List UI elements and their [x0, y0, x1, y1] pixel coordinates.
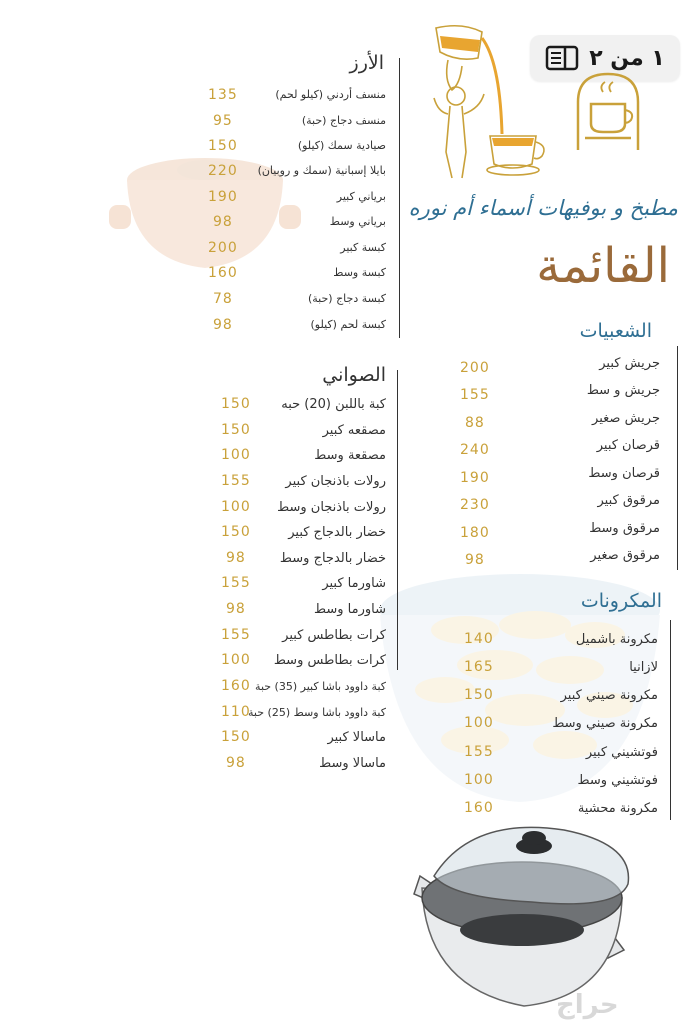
menu-item-price: 150: [221, 422, 251, 438]
menu-item-name: كبسة لحم (كيلو): [310, 318, 386, 331]
menu-item-price: 98: [226, 550, 246, 566]
menu-item-name: برياني وسط: [329, 215, 386, 228]
menu-item-price: 98: [226, 601, 246, 617]
coffee-cup-icon: [573, 70, 643, 152]
menu-item-name: مكرونة باشميل: [575, 632, 658, 647]
menu-item-price: 155: [221, 575, 251, 591]
menu-item-price: 190: [460, 470, 490, 486]
menu-item-price: 100: [221, 499, 251, 515]
menu-item-name: جريش صغير: [592, 411, 660, 426]
section-title-trays: الصواني: [322, 364, 386, 386]
menu-item-price: 135: [208, 87, 238, 103]
menu-item-name: رولات باذنجان وسط: [277, 500, 386, 515]
menu-item-name: شاورما وسط: [314, 602, 386, 617]
menu-item-name: كبة داوود باشا وسط (25) حبة: [248, 706, 386, 719]
menu-item-price: 155: [221, 473, 251, 489]
menu-item-price: 98: [465, 552, 485, 568]
menu-item-name: مصقعة وسط: [314, 448, 386, 463]
menu-item-price: 95: [213, 113, 233, 129]
menu-item-name: صيادية سمك (كيلو): [297, 139, 386, 152]
menu-item-name: ماسالا كبير: [327, 730, 386, 745]
menu-item-name: كرات بطاطس كبير: [282, 628, 386, 643]
menu-item-name: برياني كبير: [336, 190, 386, 203]
menu-item-name: لازانيا: [629, 660, 658, 675]
section-title-rice: الأرز: [349, 52, 384, 74]
menu-item-price: 98: [226, 755, 246, 771]
menu-item-price: 100: [464, 772, 494, 788]
menu-item-name: جريش و سط: [586, 383, 660, 398]
menu-item-name: مكرونة صيني وسط: [552, 716, 658, 731]
menu-item-name: ماسالا وسط: [319, 756, 386, 771]
menu-item-name: كبسة دجاج (حبة): [307, 292, 386, 305]
menu-item-price: 98: [213, 317, 233, 333]
menu-item-price: 200: [460, 360, 490, 376]
menu-item-name: فوتشيني كبير: [585, 745, 658, 760]
divider-trays: [397, 370, 398, 670]
menu-item-price: 165: [464, 659, 494, 675]
menu-item-name: مكرونة صيني كبير: [560, 688, 658, 703]
menu-item-price: 150: [208, 138, 238, 154]
pouring-coffee-icon: [422, 22, 552, 184]
menu-item-price: 155: [221, 627, 251, 643]
menu-item-price: 88: [465, 415, 485, 431]
menu-item-price: 240: [460, 442, 490, 458]
menu-item-price: 150: [221, 729, 251, 745]
cooking-pot-icon: [412, 818, 642, 1018]
menu-item-price: 100: [464, 715, 494, 731]
menu-item-name: منسف أردني (كيلو لحم): [275, 88, 386, 101]
menu-item-name: فوتشيني وسط: [577, 773, 658, 788]
menu-item-name: جريش كبير: [599, 356, 660, 371]
menu-item-price: 190: [208, 189, 238, 205]
section-title-pasta: المكرونات: [580, 590, 662, 612]
menu-item-name: خضار بالدجاج كبير: [288, 525, 386, 540]
menu-item-name: مصقعه كبير: [322, 423, 386, 438]
menu-item-price: 220: [208, 163, 238, 179]
menu-item-price: 150: [464, 687, 494, 703]
menu-item-price: 200: [208, 240, 238, 256]
restaurant-name: مطبخ و بوفيهات أسماء أم نوره: [408, 196, 678, 220]
menu-item-name: خضار بالدجاج وسط: [279, 551, 386, 566]
menu-item-name: كبة باللبن (20) حبه: [281, 397, 386, 412]
menu-item-price: 180: [460, 525, 490, 541]
menu-item-name: رولات باذنجان كبير: [285, 474, 386, 489]
watermark: حراج: [556, 990, 619, 1020]
menu-item-price: 78: [213, 291, 233, 307]
menu-item-name: بايلا إسبانية (سمك و روبيان): [257, 164, 386, 177]
menu-item-price: 160: [208, 265, 238, 281]
menu-item-price: 140: [464, 631, 494, 647]
menu-item-name: كبسة كبير: [340, 241, 386, 254]
menu-item-name: مرقوق كبير: [597, 493, 660, 508]
menu-item-price: 155: [460, 387, 490, 403]
divider-popular: [677, 346, 678, 570]
menu-title: القائمة: [536, 238, 670, 294]
menu-item-name: مرقوق صغير: [590, 548, 660, 563]
menu-item-price: 150: [221, 524, 251, 540]
page-indicator-text: ١ من ٢: [589, 45, 665, 71]
divider-pasta: [670, 620, 671, 820]
menu-item-price: 155: [464, 744, 494, 760]
section-title-popular: الشعبيات: [579, 320, 652, 342]
menu-item-price: 160: [221, 678, 251, 694]
menu-item-name: مكرونة محشية: [577, 801, 658, 816]
menu-item-name: قرصان كبير: [596, 438, 660, 453]
menu-item-name: مرقوق وسط: [589, 521, 660, 536]
menu-item-price: 110: [221, 704, 251, 720]
menu-item-price: 160: [464, 800, 494, 816]
menu-item-name: كبة داوود باشا كبير (35) حبة: [255, 680, 386, 693]
menu-item-price: 230: [460, 497, 490, 513]
menu-item-name: شاورما كبير: [322, 576, 386, 591]
menu-item-name: كبسة وسط: [333, 266, 386, 279]
divider-rice: [399, 58, 400, 338]
menu-item-name: قرصان وسط: [588, 466, 660, 481]
menu-item-price: 98: [213, 214, 233, 230]
menu-item-price: 150: [221, 396, 251, 412]
menu-item-price: 100: [221, 447, 251, 463]
menu-item-name: منسف دجاج (حبة): [301, 114, 386, 127]
menu-item-name: كرات بطاطس وسط: [273, 653, 386, 668]
menu-item-price: 100: [221, 652, 251, 668]
